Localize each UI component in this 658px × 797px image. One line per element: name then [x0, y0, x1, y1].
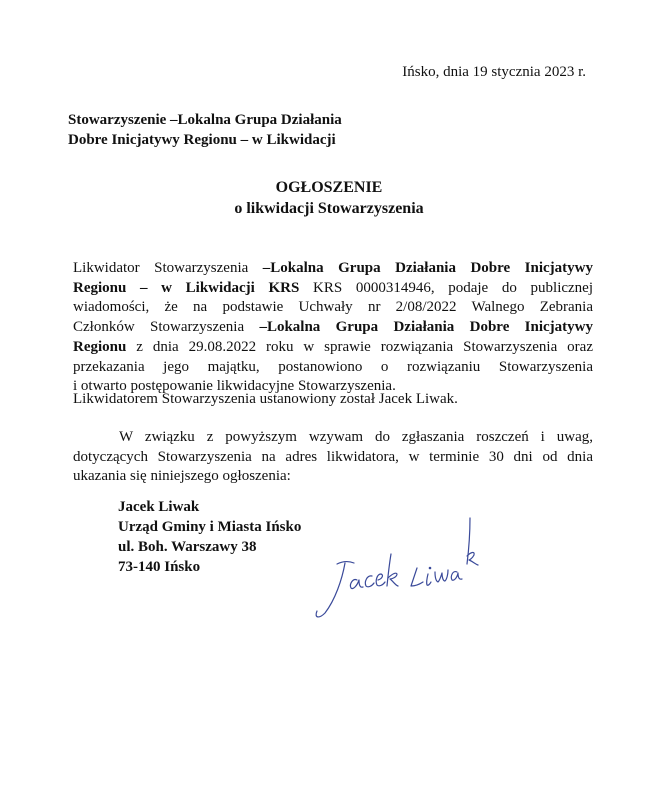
paragraph-line: ukazania się niniejszego ogłoszenia:: [73, 468, 291, 485]
paragraph-line: przekazania jego majątku, postanowiono o rozwiązaniu Stowarzyszenia: [73, 358, 593, 375]
announcement-title: [0, 177, 658, 219]
paragraph-line: [73, 259, 593, 279]
sender-line-1: Stowarzyszenie –Lokalna Grupa Działania: [68, 112, 342, 128]
address-street: ul. Boh. Warszawy 38: [118, 539, 257, 555]
paragraph-line: [73, 279, 593, 299]
paragraph-line: W związku z powyższym wzywam do zgłaszania roszczeń i uwag,: [119, 429, 593, 445]
title-sub: o likwidacji Stowarzyszenia: [234, 200, 424, 217]
paragraph-line: wiadomości, że na podstawie Uchwały nr 2/08/2022 Walnego Zebrania: [73, 299, 593, 316]
address-office: Urząd Gminy i Miasta Ińsko: [118, 519, 302, 535]
paragraph-line: i otwarto postępowanie likwidacyjne Stowarzyszenia.: [73, 378, 396, 395]
text-run-bold: Regionu – w Likwidacji KRS: [73, 279, 300, 296]
text-run: Członków Stowarzyszenia: [73, 319, 260, 336]
text-run-bold: –Lokalna Grupa Działania Dobre Inicjatywy: [259, 319, 594, 336]
title-main: OGŁOSZENIE: [275, 179, 383, 196]
address-name: Jacek Liwak: [118, 499, 200, 515]
address-city: 73-140 Ińsko: [118, 559, 201, 575]
claims-paragraph: [73, 428, 593, 487]
text-run: z dnia 29.08.2022 roku w sprawie rozwiązania Stowarzyszenia oraz: [126, 338, 593, 355]
sender-line-2: Dobre Inicjatywy Regionu – w Likwidacji: [68, 132, 336, 148]
paragraph-line: [73, 318, 593, 338]
liquidator-statement: Likwidatorem Stowarzyszenia ustanowiony został Jacek Liwak.: [73, 391, 458, 407]
sender-block: [68, 110, 342, 150]
main-paragraph: [73, 259, 593, 397]
text-run-bold: –Lokalna Grupa Działania Dobre Inicjatywy: [262, 260, 594, 276]
text-run: KRS 0000314946, podaje do publicznej: [299, 279, 593, 296]
paragraph-line: dotyczących Stowarzyszenia na adres likwidatora, w terminie 30 dni od dnia: [73, 448, 593, 465]
paragraph-line: [73, 338, 593, 358]
document-date: Ińsko, dnia 19 stycznia 2023 r.: [402, 64, 586, 80]
text-run-bold: Regionu: [73, 338, 127, 355]
handwritten-signature: [305, 508, 490, 623]
liquidator-address: [118, 497, 301, 577]
text-run: Likwidator Stowarzyszenia: [73, 260, 263, 276]
